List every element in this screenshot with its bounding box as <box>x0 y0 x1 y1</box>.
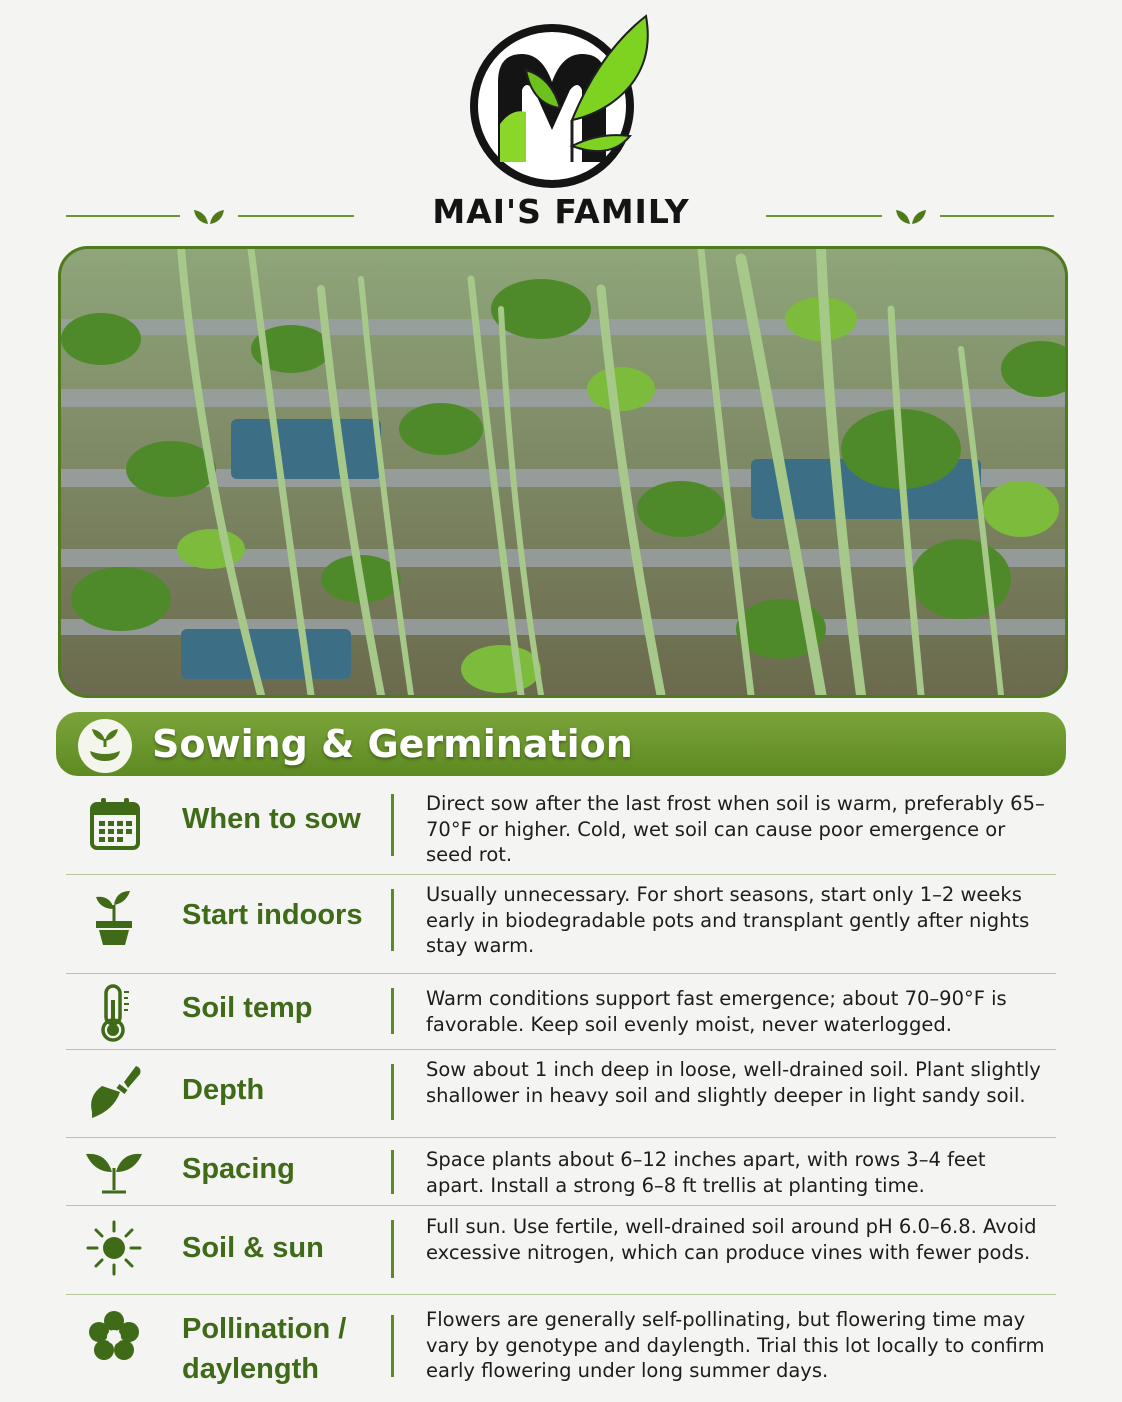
thermometer-icon <box>84 982 144 1042</box>
sprout-icon <box>84 1142 144 1202</box>
section-title: Sowing & Germination <box>152 722 633 766</box>
row-label <box>182 1309 382 1389</box>
row-label: Start indoors <box>182 899 363 931</box>
separator <box>391 1315 394 1377</box>
row-description: Full sun. Use fertile, well-drained soil around pH 6.0–6.8. Avoid excessive nitrogen, which can produce vines with fewer pods. <box>426 1215 1037 1264</box>
table-row <box>66 875 1056 974</box>
row-label-line: daylength <box>182 1353 319 1385</box>
potted-seedling-icon <box>84 887 144 947</box>
row-label: Soil & sun <box>182 1232 324 1264</box>
row-description: Direct sow after the last frost when soil is warm, preferably 65–70°F or higher. Cold, wet soil can cause poor emergence or seed rot. <box>426 792 1045 866</box>
row-description: Warm conditions support fast emergence; about 70–90°F is favorable. Keep soil evenly moist, never waterlogged. <box>426 987 1007 1036</box>
row-label: When to sow <box>182 803 361 835</box>
table-row <box>66 1138 1056 1206</box>
separator <box>391 988 394 1034</box>
table-row <box>66 1295 1056 1400</box>
left-divider <box>66 206 356 226</box>
separator <box>391 1064 394 1120</box>
row-label: Depth <box>182 1074 265 1106</box>
calendar-icon <box>84 794 144 854</box>
leaf-pair-icon <box>894 206 928 226</box>
separator <box>391 794 394 856</box>
table-row <box>66 974 1056 1050</box>
table-row <box>66 1050 1056 1138</box>
flower-icon <box>84 1307 144 1367</box>
separator <box>391 889 394 951</box>
row-description: Flowers are generally self-pollinating, but flowering time may vary by genotype and daylength. Trial this lot locally to confirm early flowering under long summer days. <box>426 1308 1045 1382</box>
right-divider <box>766 206 1056 226</box>
separator <box>391 1150 394 1194</box>
logo-area <box>0 0 1122 240</box>
sprout-in-hand-icon <box>78 719 132 773</box>
sun-icon <box>84 1218 144 1278</box>
row-label: Soil temp <box>182 992 313 1024</box>
row-description: Sow about 1 inch deep in loose, well-drained soil. Plant slightly shallower in heavy soil and slightly deeper in light sandy soil. <box>426 1058 1041 1107</box>
brand-name: MAI'S FAMILY <box>432 192 690 231</box>
trowel-icon <box>84 1062 144 1122</box>
separator <box>391 1220 394 1278</box>
info-table <box>66 782 1056 1400</box>
table-row <box>66 1206 1056 1295</box>
row-label-line: Pollination / <box>182 1313 347 1345</box>
leaf-pair-icon <box>192 206 226 226</box>
row-description: Usually unnecessary. For short seasons, start only 1–2 weeks early in biodegradable pots and transplant gently after nights stay warm. <box>426 883 1030 957</box>
row-label: Spacing <box>182 1153 295 1185</box>
long-bean-photo <box>58 246 1068 698</box>
table-row <box>66 782 1056 875</box>
row-description: Space plants about 6–12 inches apart, with rows 3–4 feet apart. Install a strong 6–8 ft trellis at planting time. <box>426 1148 986 1197</box>
section-banner <box>56 712 1066 776</box>
mais-family-logo <box>460 12 660 192</box>
